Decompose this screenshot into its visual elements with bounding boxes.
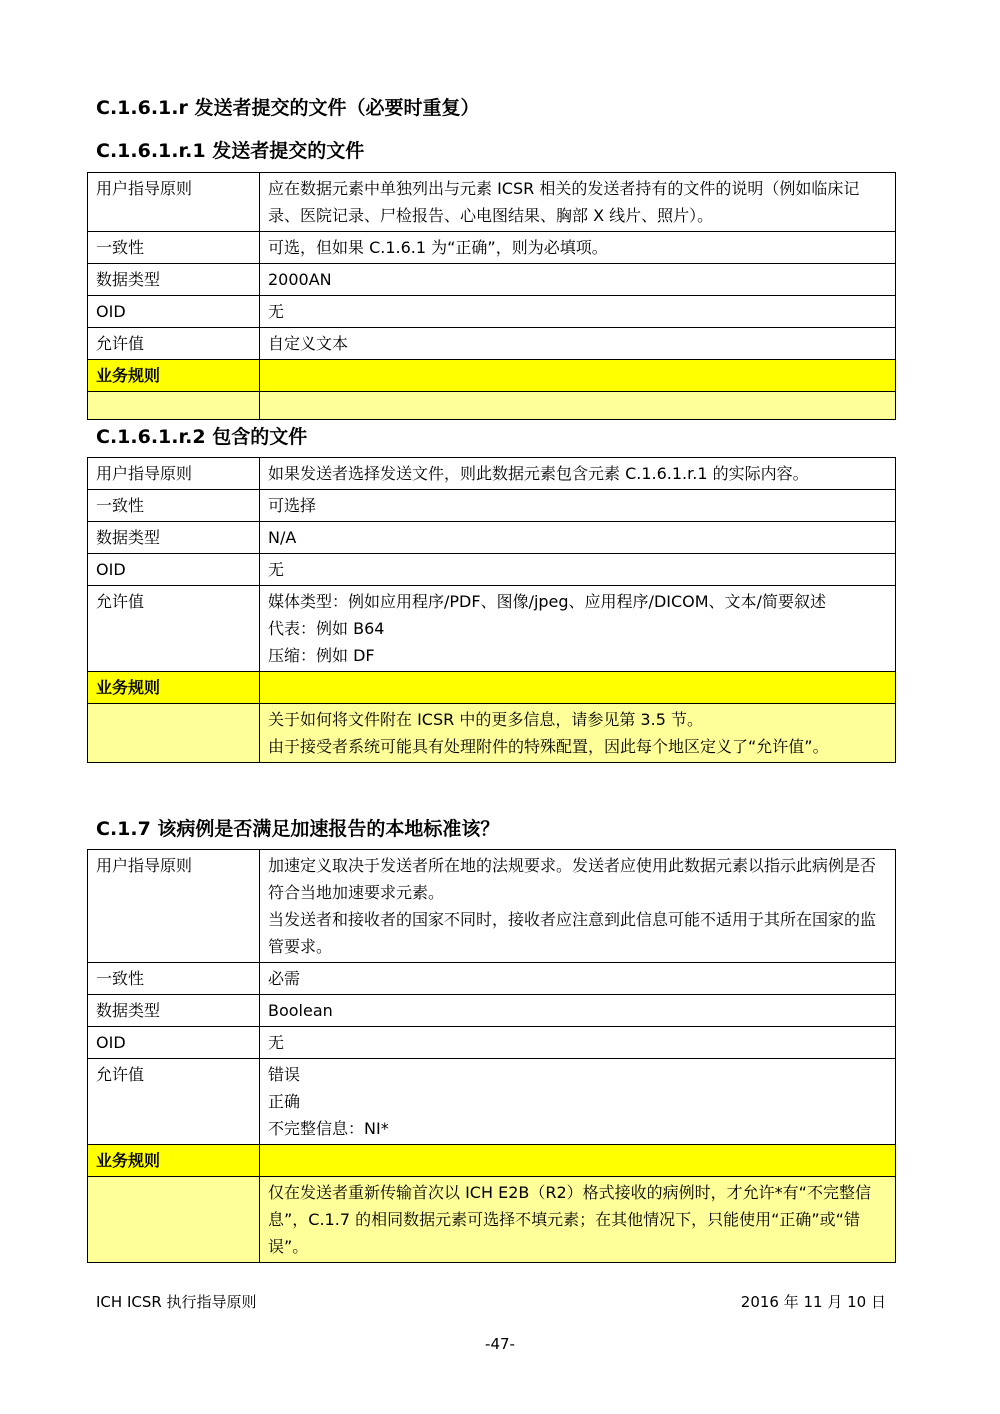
spec-table-c1-6-1-r-2	[87, 457, 896, 763]
business-rules-empty-cell	[88, 392, 260, 420]
table-row	[88, 458, 896, 490]
table-row	[88, 554, 896, 586]
business-rules-header-row	[88, 1145, 896, 1177]
business-rules-label: 业务规则	[88, 1145, 260, 1177]
spec-table-c1-6-1-r-1	[87, 172, 896, 420]
table-row	[88, 296, 896, 328]
table-row	[88, 328, 896, 360]
table-row	[88, 522, 896, 554]
row-value: N/A	[260, 522, 896, 554]
business-rules-empty-cell	[260, 392, 896, 420]
business-rules-label: 业务规则	[88, 672, 260, 704]
section-heading-c1-6-1-r: C.1.6.1.r 发送者提交的文件（必要时重复）	[96, 97, 480, 119]
table-row	[88, 264, 896, 296]
business-rule-line: 关于如何将文件附在 ICSR 中的更多信息，请参见第 3.5 节。	[268, 710, 703, 729]
row-label: OID	[88, 554, 260, 586]
row-value	[260, 586, 896, 672]
row-value: 应在数据元素中单独列出与元素 ICSR 相关的发送者持有的文件的说明（例如临床记录、医院记录、尸检报告、心电图结果、胸部 X 线片、照片）。	[260, 173, 896, 232]
row-label: OID	[88, 1027, 260, 1059]
business-rules-body-row	[88, 1177, 896, 1263]
business-rules-header-empty	[260, 1145, 896, 1177]
table-row	[88, 850, 896, 963]
row-value	[260, 1059, 896, 1145]
row-value	[260, 850, 896, 963]
business-rules-text	[260, 1177, 896, 1263]
row-value: 必需	[260, 963, 896, 995]
footer-document-title: ICH ICSR 执行指导原则	[96, 1293, 257, 1311]
footer-date: 2016 年 11 月 10 日	[740, 1293, 886, 1311]
table-row	[88, 995, 896, 1027]
spec-table-c1-7	[87, 849, 896, 1263]
row-value: 无	[260, 296, 896, 328]
row-label: 允许值	[88, 328, 260, 360]
guidance-line: 当发送者和接收者的国家不同时，接收者应注意到此信息可能不适用于其所在国家的监管要求。	[268, 910, 877, 956]
table-row	[88, 1059, 896, 1145]
row-label: 用户指导原则	[88, 850, 260, 963]
business-rule-line: 由于接受者系统可能具有处理附件的特殊配置，因此每个地区定义了“允许值”。	[268, 737, 829, 756]
allowed-value-line: 压缩：例如 DF	[268, 646, 375, 665]
row-label: 允许值	[88, 1059, 260, 1145]
section-heading-c1-6-1-r-2: C.1.6.1.r.2 包含的文件	[96, 426, 308, 448]
row-value: 无	[260, 1027, 896, 1059]
guidance-line: 加速定义取决于发送者所在地的法规要求。发送者应使用此数据元素以指示此病例是否符合当地加速要求元素。	[268, 856, 877, 902]
row-label: 一致性	[88, 963, 260, 995]
business-rules-empty-cell	[88, 704, 260, 763]
row-label: OID	[88, 296, 260, 328]
table-row	[88, 586, 896, 672]
table-row	[88, 490, 896, 522]
business-rules-body-row	[88, 392, 896, 420]
row-value: Boolean	[260, 995, 896, 1027]
row-label: 数据类型	[88, 264, 260, 296]
row-value: 2000AN	[260, 264, 896, 296]
business-rules-header-row	[88, 672, 896, 704]
allowed-value-line: 不完整信息：NI*	[268, 1119, 389, 1138]
page-number: -47-	[485, 1335, 515, 1353]
allowed-value-line: 错误	[268, 1065, 301, 1084]
table-row	[88, 173, 896, 232]
row-value: 可选，但如果 C.1.6.1 为“正确”，则为必填项。	[260, 232, 896, 264]
business-rules-header-row	[88, 360, 896, 392]
row-label: 用户指导原则	[88, 458, 260, 490]
business-rules-label: 业务规则	[88, 360, 260, 392]
business-rules-header-empty	[260, 672, 896, 704]
row-value: 无	[260, 554, 896, 586]
row-label: 用户指导原则	[88, 173, 260, 232]
table-row	[88, 963, 896, 995]
row-label: 一致性	[88, 490, 260, 522]
row-value: 如果发送者选择发送文件，则此数据元素包含元素 C.1.6.1.r.1 的实际内容。	[260, 458, 896, 490]
business-rules-body-row	[88, 704, 896, 763]
business-rules-empty-cell	[88, 1177, 260, 1263]
row-label: 数据类型	[88, 995, 260, 1027]
table-row	[88, 232, 896, 264]
allowed-value-line: 正确	[268, 1092, 301, 1111]
row-value: 可选择	[260, 490, 896, 522]
table-row	[88, 1027, 896, 1059]
row-value: 自定义文本	[260, 328, 896, 360]
allowed-value-line: 媒体类型：例如应用程序/PDF、图像/jpeg、应用程序/DICOM、文本/简要叙述	[268, 592, 826, 611]
row-label: 允许值	[88, 586, 260, 672]
section-heading-c1-7: C.1.7 该病例是否满足加速报告的本地标准该？	[96, 818, 500, 840]
section-heading-c1-6-1-r-1: C.1.6.1.r.1 发送者提交的文件	[96, 140, 365, 162]
business-rule-line: 仅在发送者重新传输首次以 ICH E2B（R2）格式接收的病例时，才允许*有“不完整信息”，C.1.7 的相同数据元素可选择不填元素；在其他情况下，只能使用“正确”或“错误”。	[268, 1183, 871, 1256]
row-label: 一致性	[88, 232, 260, 264]
row-label: 数据类型	[88, 522, 260, 554]
business-rules-text	[260, 704, 896, 763]
allowed-value-line: 代表：例如 B64	[268, 619, 385, 638]
business-rules-header-empty	[260, 360, 896, 392]
